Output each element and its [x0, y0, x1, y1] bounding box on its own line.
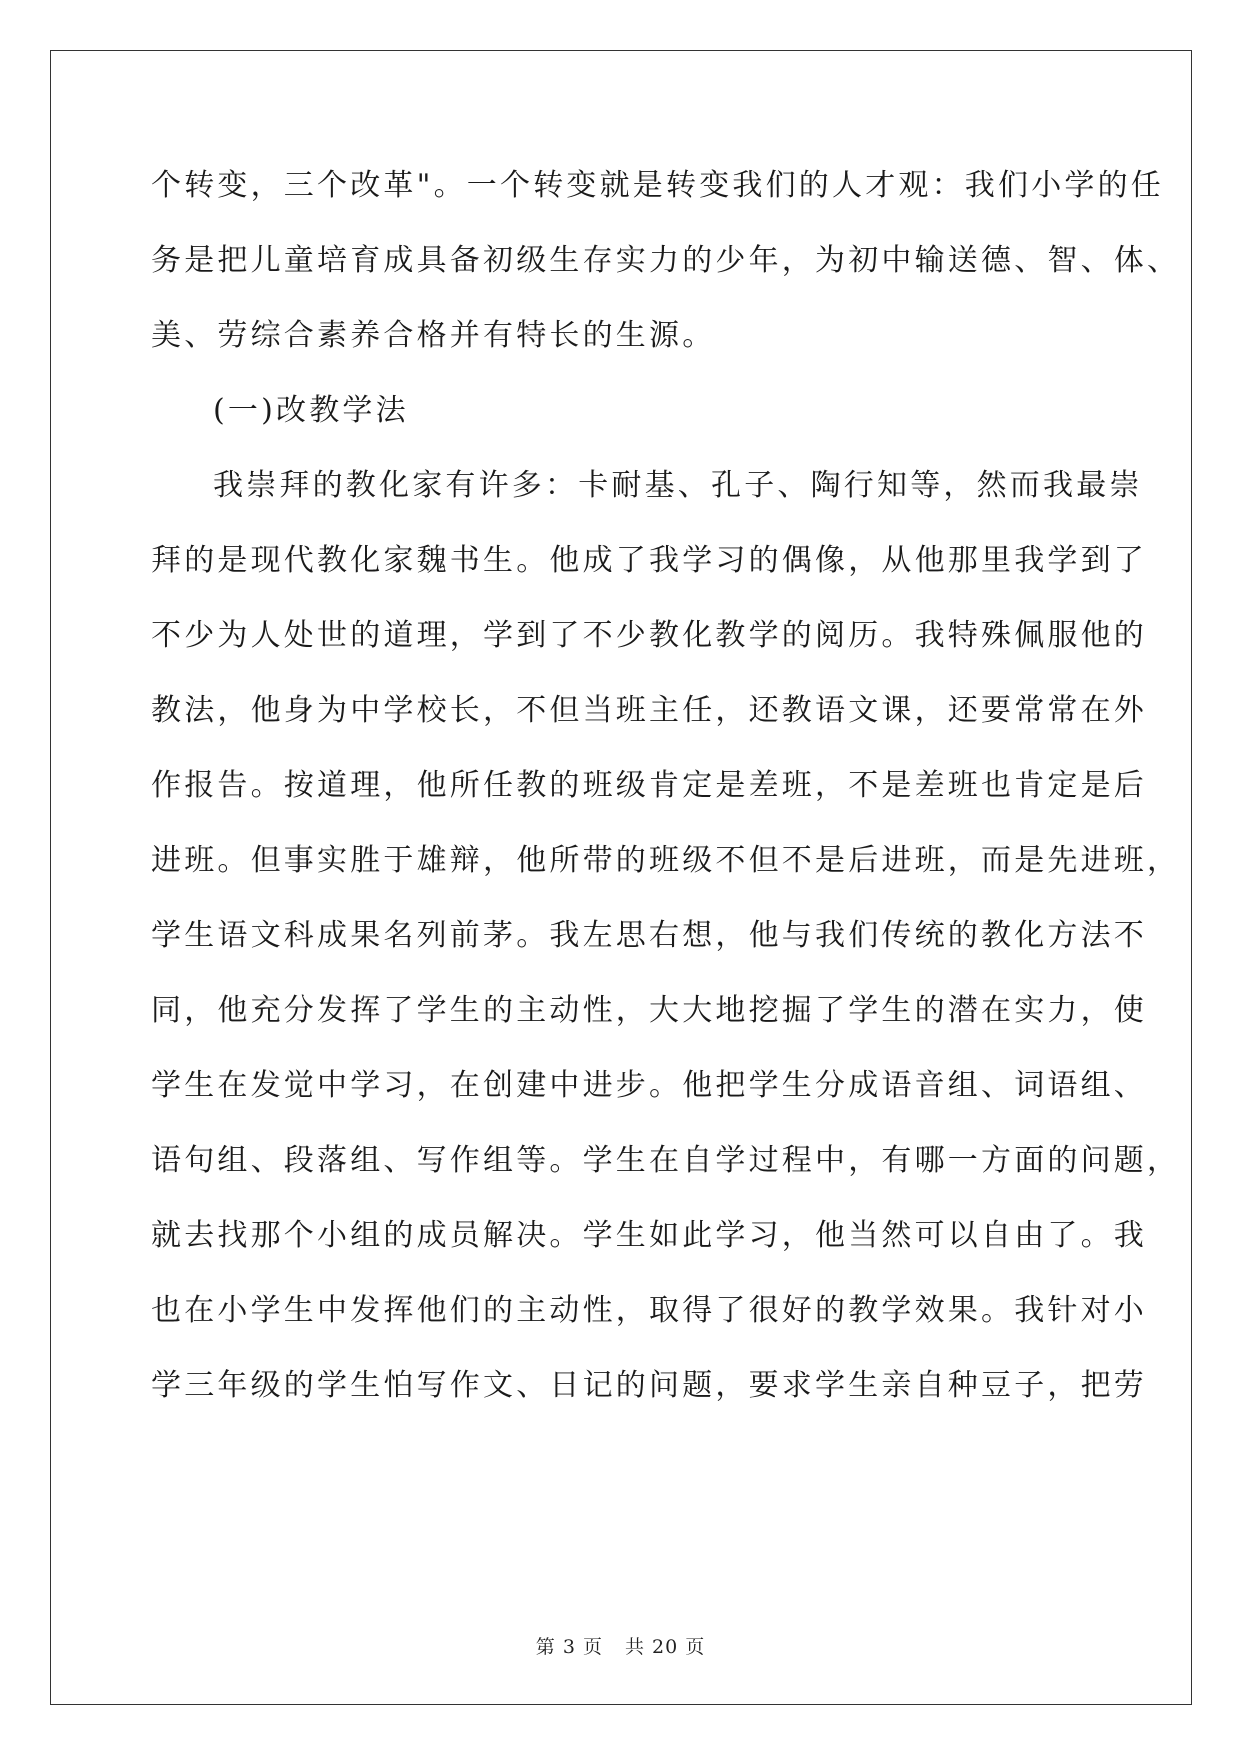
body-line: 就去找那个小组的成员解决。学生如此学习，他当然可以自由了。我: [151, 1218, 1147, 1253]
body-line: 语句组、段落组、写作组等。学生在自学过程中，有哪一方面的问题，: [151, 1143, 1181, 1178]
body-line: 同，他充分发挥了学生的主动性，大大地挖掘了学生的潜在实力，使: [151, 993, 1147, 1028]
body-line: 拜的是现代教化家魏书生。他成了我学习的偶像，从他那里我学到了: [151, 543, 1147, 578]
page-footer: [0, 1632, 1241, 1659]
body-line: 个转变，三个改革"。一个转变就是转变我们的人才观：我们小学的任: [151, 168, 1164, 203]
body-line: 务是把儿童培育成具备初级生存实力的少年，为初中输送德、智、体、: [151, 243, 1181, 278]
body-line: 学三年级的学生怕写作文、日记的问题，要求学生亲自种豆子，把劳: [151, 1368, 1147, 1403]
page-number: 第 3 页: [535, 1636, 603, 1658]
body-line: 学生语文科成果名列前茅。我左思右想，他与我们传统的教化方法不: [151, 918, 1147, 953]
body-line: 也在小学生中发挥他们的主动性，取得了很好的教学效果。我针对小: [151, 1293, 1147, 1328]
body-line: 美、劳综合素养合格并有特长的生源。: [151, 318, 716, 353]
body-line: 教法，他身为中学校长，不但当班主任，还教语文课，还要常常在外: [151, 693, 1147, 728]
body-line: 学生在发觉中学习，在创建中进步。他把学生分成语音组、词语组、: [151, 1068, 1147, 1103]
section-heading: (一)改教学法: [213, 393, 409, 428]
body-line: 进班。但事实胜于雄辩，他所带的班级不但不是后进班，而是先进班，: [151, 843, 1181, 878]
page-total: 共 20 页: [624, 1636, 706, 1658]
document-body: [151, 160, 1181, 1435]
body-line: 作报告。按道理，他所任教的班级肯定是差班，不是差班也肯定是后: [151, 768, 1147, 803]
paragraph-start-line: 我崇拜的教化家有许多：卡耐基、孔子、陶行知等，然而我最崇: [213, 468, 1143, 503]
body-line: 不少为人处世的道理，学到了不少教化教学的阅历。我特殊佩服他的: [151, 618, 1147, 653]
